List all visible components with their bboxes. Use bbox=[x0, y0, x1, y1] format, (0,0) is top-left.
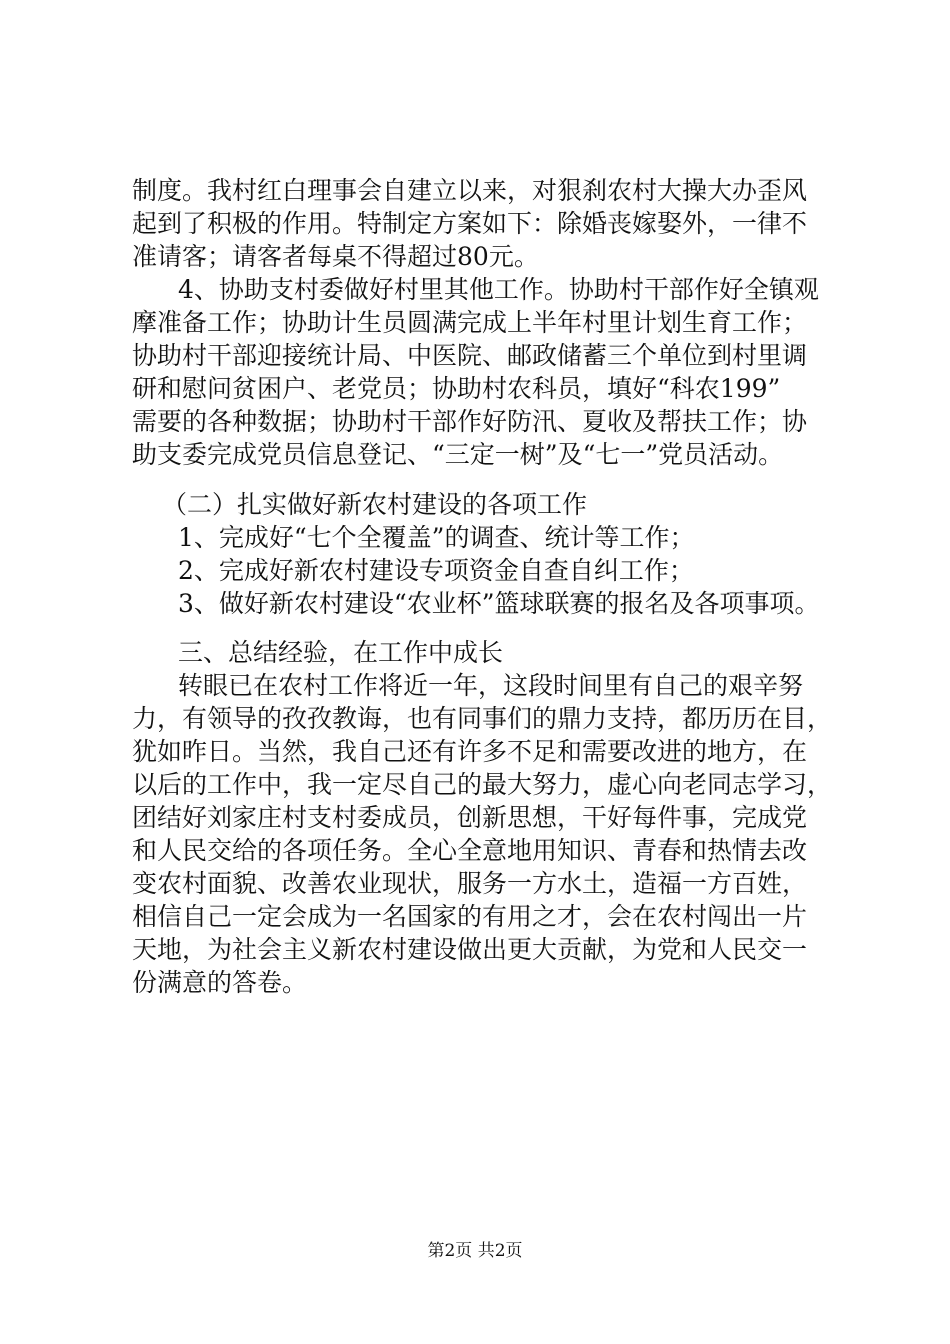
paragraph-line: 制度。我村红白理事会自建立以来，对狠刹农村大操大办歪风 bbox=[132, 176, 808, 205]
paragraph-line: 摩准备工作；协助计生员圆满完成上半年村里计划生育工作； bbox=[132, 308, 808, 337]
section-heading: 三、总结经验，在工作中成长 bbox=[178, 638, 504, 667]
paragraph-line: 起到了积极的作用。特制定方案如下：除婚丧嫁娶外，一律不 bbox=[132, 209, 808, 238]
list-item: 2、完成好新农村建设专项资金自查自纠工作； bbox=[178, 556, 694, 585]
paragraph-line: 份满意的答卷。 bbox=[132, 968, 308, 997]
paragraph-line: 4、协助支村委做好村里其他工作。协助村干部作好全镇观 bbox=[178, 275, 819, 304]
paragraph-line: 协助村干部迎接统计局、中医院、邮政储蓄三个单位到村里调 bbox=[132, 341, 808, 370]
paragraph-line: 以后的工作中，我一定尽自己的最大努力，虚心向老同志学习， bbox=[132, 770, 833, 799]
paragraph-line: 需要的各种数据；协助村干部作好防汛、夏收及帮扶工作；协 bbox=[132, 407, 808, 436]
paragraph-line: 研和慰问贫困户、老党员；协助村农科员，填好“科农199” bbox=[132, 374, 781, 403]
list-item: 3、做好新农村建设“农业杯”篮球联赛的报名及各项事项。 bbox=[178, 589, 820, 618]
paragraph-line: 团结好刘家庄村支村委成员，创新思想，干好每件事，完成党 bbox=[132, 803, 808, 832]
paragraph-line: 天地，为社会主义新农村建设做出更大贡献，为党和人民交一 bbox=[132, 935, 808, 964]
paragraph-line: 准请客；请客者每桌不得超过80元。 bbox=[132, 242, 539, 271]
paragraph-line: 力，有领导的孜孜教诲，也有同事们的鼎力支持，都历历在目， bbox=[132, 704, 833, 733]
paragraph-line: 相信自己一定会成为一名国家的有用之才，会在农村闯出一片 bbox=[132, 902, 808, 931]
paragraph-line: 助支委完成党员信息登记、“三定一树”及“七一”党员活动。 bbox=[132, 440, 784, 469]
section-heading: （二）扎实做好新农村建设的各项工作 bbox=[162, 490, 588, 519]
paragraph-line: 变农村面貌、改善农业现状，服务一方水土，造福一方百姓， bbox=[132, 869, 808, 898]
paragraph-line: 和人民交给的各项任务。全心全意地用知识、青春和热情去改 bbox=[132, 836, 808, 865]
page-footer: 第2页 共2页 bbox=[427, 1241, 523, 1261]
paragraph-line: 犹如昨日。当然，我自己还有许多不足和需要改进的地方，在 bbox=[132, 737, 808, 766]
list-item: 1、完成好“七个全覆盖”的调查、统计等工作； bbox=[178, 523, 695, 552]
paragraph-line: 转眼已在农村工作将近一年，这段时间里有自己的艰辛努 bbox=[178, 671, 804, 700]
